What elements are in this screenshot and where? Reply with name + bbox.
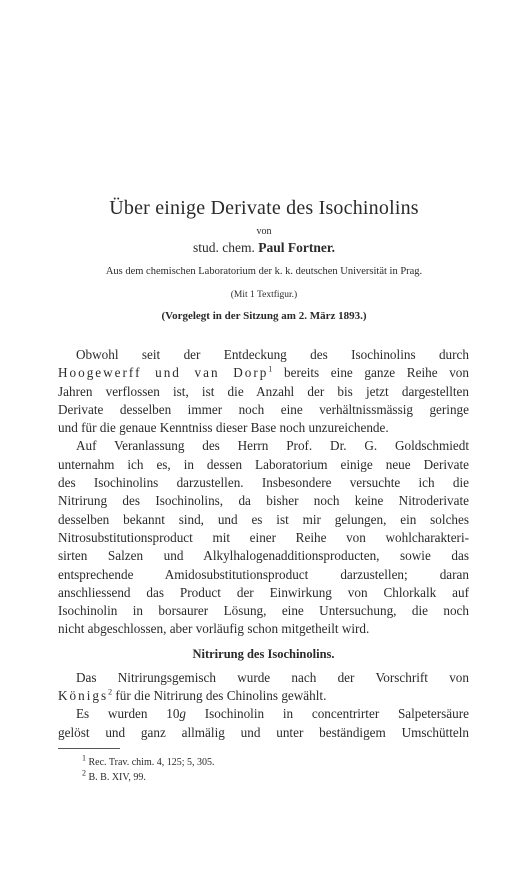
text-fragment: für die Nitrirung des Chinolins gewählt. [115, 688, 327, 704]
text-fragment: Isochinolin in concentrirter Salpetersäure [204, 706, 469, 722]
text-line: Isochinolin in borsaurer Lösung, eine Untersuchung, die noch [58, 603, 469, 619]
affiliation: Aus dem chemischen Laboratorium der k. k. deutschen Universität in Prag. [105, 266, 423, 277]
byline-von: von [256, 226, 272, 237]
text-line: Das Nitrirungsgemisch wurde nach der Vorschrift von [76, 669, 469, 685]
body-text [58, 346, 469, 742]
paper-title: Über einige Derivate des Isochinolins [109, 197, 419, 219]
text-line [58, 705, 469, 723]
text-line: Derivate desselben immer noch eine verhältnissmässig geringe [58, 401, 469, 417]
footnote-1 [82, 753, 215, 768]
author-name: Paul Fortner. [258, 240, 335, 255]
unit-gram: g [179, 706, 187, 722]
text-line: anschliessend das Product der Einwirkung von Chlorkalk auf [58, 584, 469, 600]
author-line [0, 240, 528, 256]
footnote-ref-1: 1 [268, 364, 273, 374]
text-line: und für die genaue Kenntniss dieser Base noch unzureichende. [58, 420, 389, 436]
text-line: Jahren verflossen ist, ist die Anzahl der bis jetzt dargestellten [58, 383, 469, 399]
author-names-inline: Königs [58, 688, 109, 704]
text-fragment: bereits eine ganze Reihe von [284, 365, 469, 381]
footnote-mark: 2 [82, 768, 86, 778]
footnote-text: B. B. XIV, 99. [88, 772, 146, 783]
text-line: entsprechende Amidosubstitutionsproduct darzustellen; daran [58, 566, 469, 582]
section-heading: Nitrirung des Isochinolins. [192, 646, 335, 661]
presented-note: (Vorgelegt in der Sitzung am 2. März 1893.) [161, 310, 367, 322]
text-line: nicht abgeschlossen, aber vorläufig schon mitgetheilt wird. [58, 621, 370, 637]
author-prefix: stud. chem. [193, 240, 255, 255]
text-line: des Isochinolins darzustellen. Insbesondere versuchte ich die [58, 475, 469, 491]
text-line: Obwohl seit der Entdeckung des Isochinolins durch [76, 347, 469, 362]
footnote-divider [58, 748, 120, 749]
text-line: sirten Salzen und Alkylhalogenadditionsproducten, sowie das [58, 548, 469, 564]
text-line: Nitrirung des Isochinolins, da bisher noch keine Nitroderivate [58, 493, 469, 509]
text-line [58, 687, 469, 705]
text-line: Auf Veranlassung des Herrn Prof. Dr. G. Goldschmiedt [76, 438, 469, 454]
text-line: unternahm ich es, in dessen Laboratorium einige neue Derivate [58, 456, 469, 472]
footnote-mark: 1 [82, 753, 86, 763]
footnote-ref-2: 2 [108, 687, 113, 697]
text-fragment: Es wurden 10 [76, 706, 180, 722]
text-line: Nitrosubstitutionsproduct mit einer Reihe von wohlcharakteri- [58, 529, 469, 545]
footnote-text: Rec. Trav. chim. 4, 125; 5, 305. [88, 757, 215, 768]
text-line: desselben bekannt sind, und es ist mir gelungen, ein solches [58, 511, 469, 527]
footnote-2 [82, 768, 146, 783]
text-line: gelöst und ganz allmälig und unter beständigem Umschütteln [58, 724, 469, 740]
text-line [58, 364, 469, 382]
figure-note: (Mit 1 Textfigur.) [230, 290, 298, 300]
author-names-inline: Hoogewerff und van Dorp [58, 365, 269, 381]
